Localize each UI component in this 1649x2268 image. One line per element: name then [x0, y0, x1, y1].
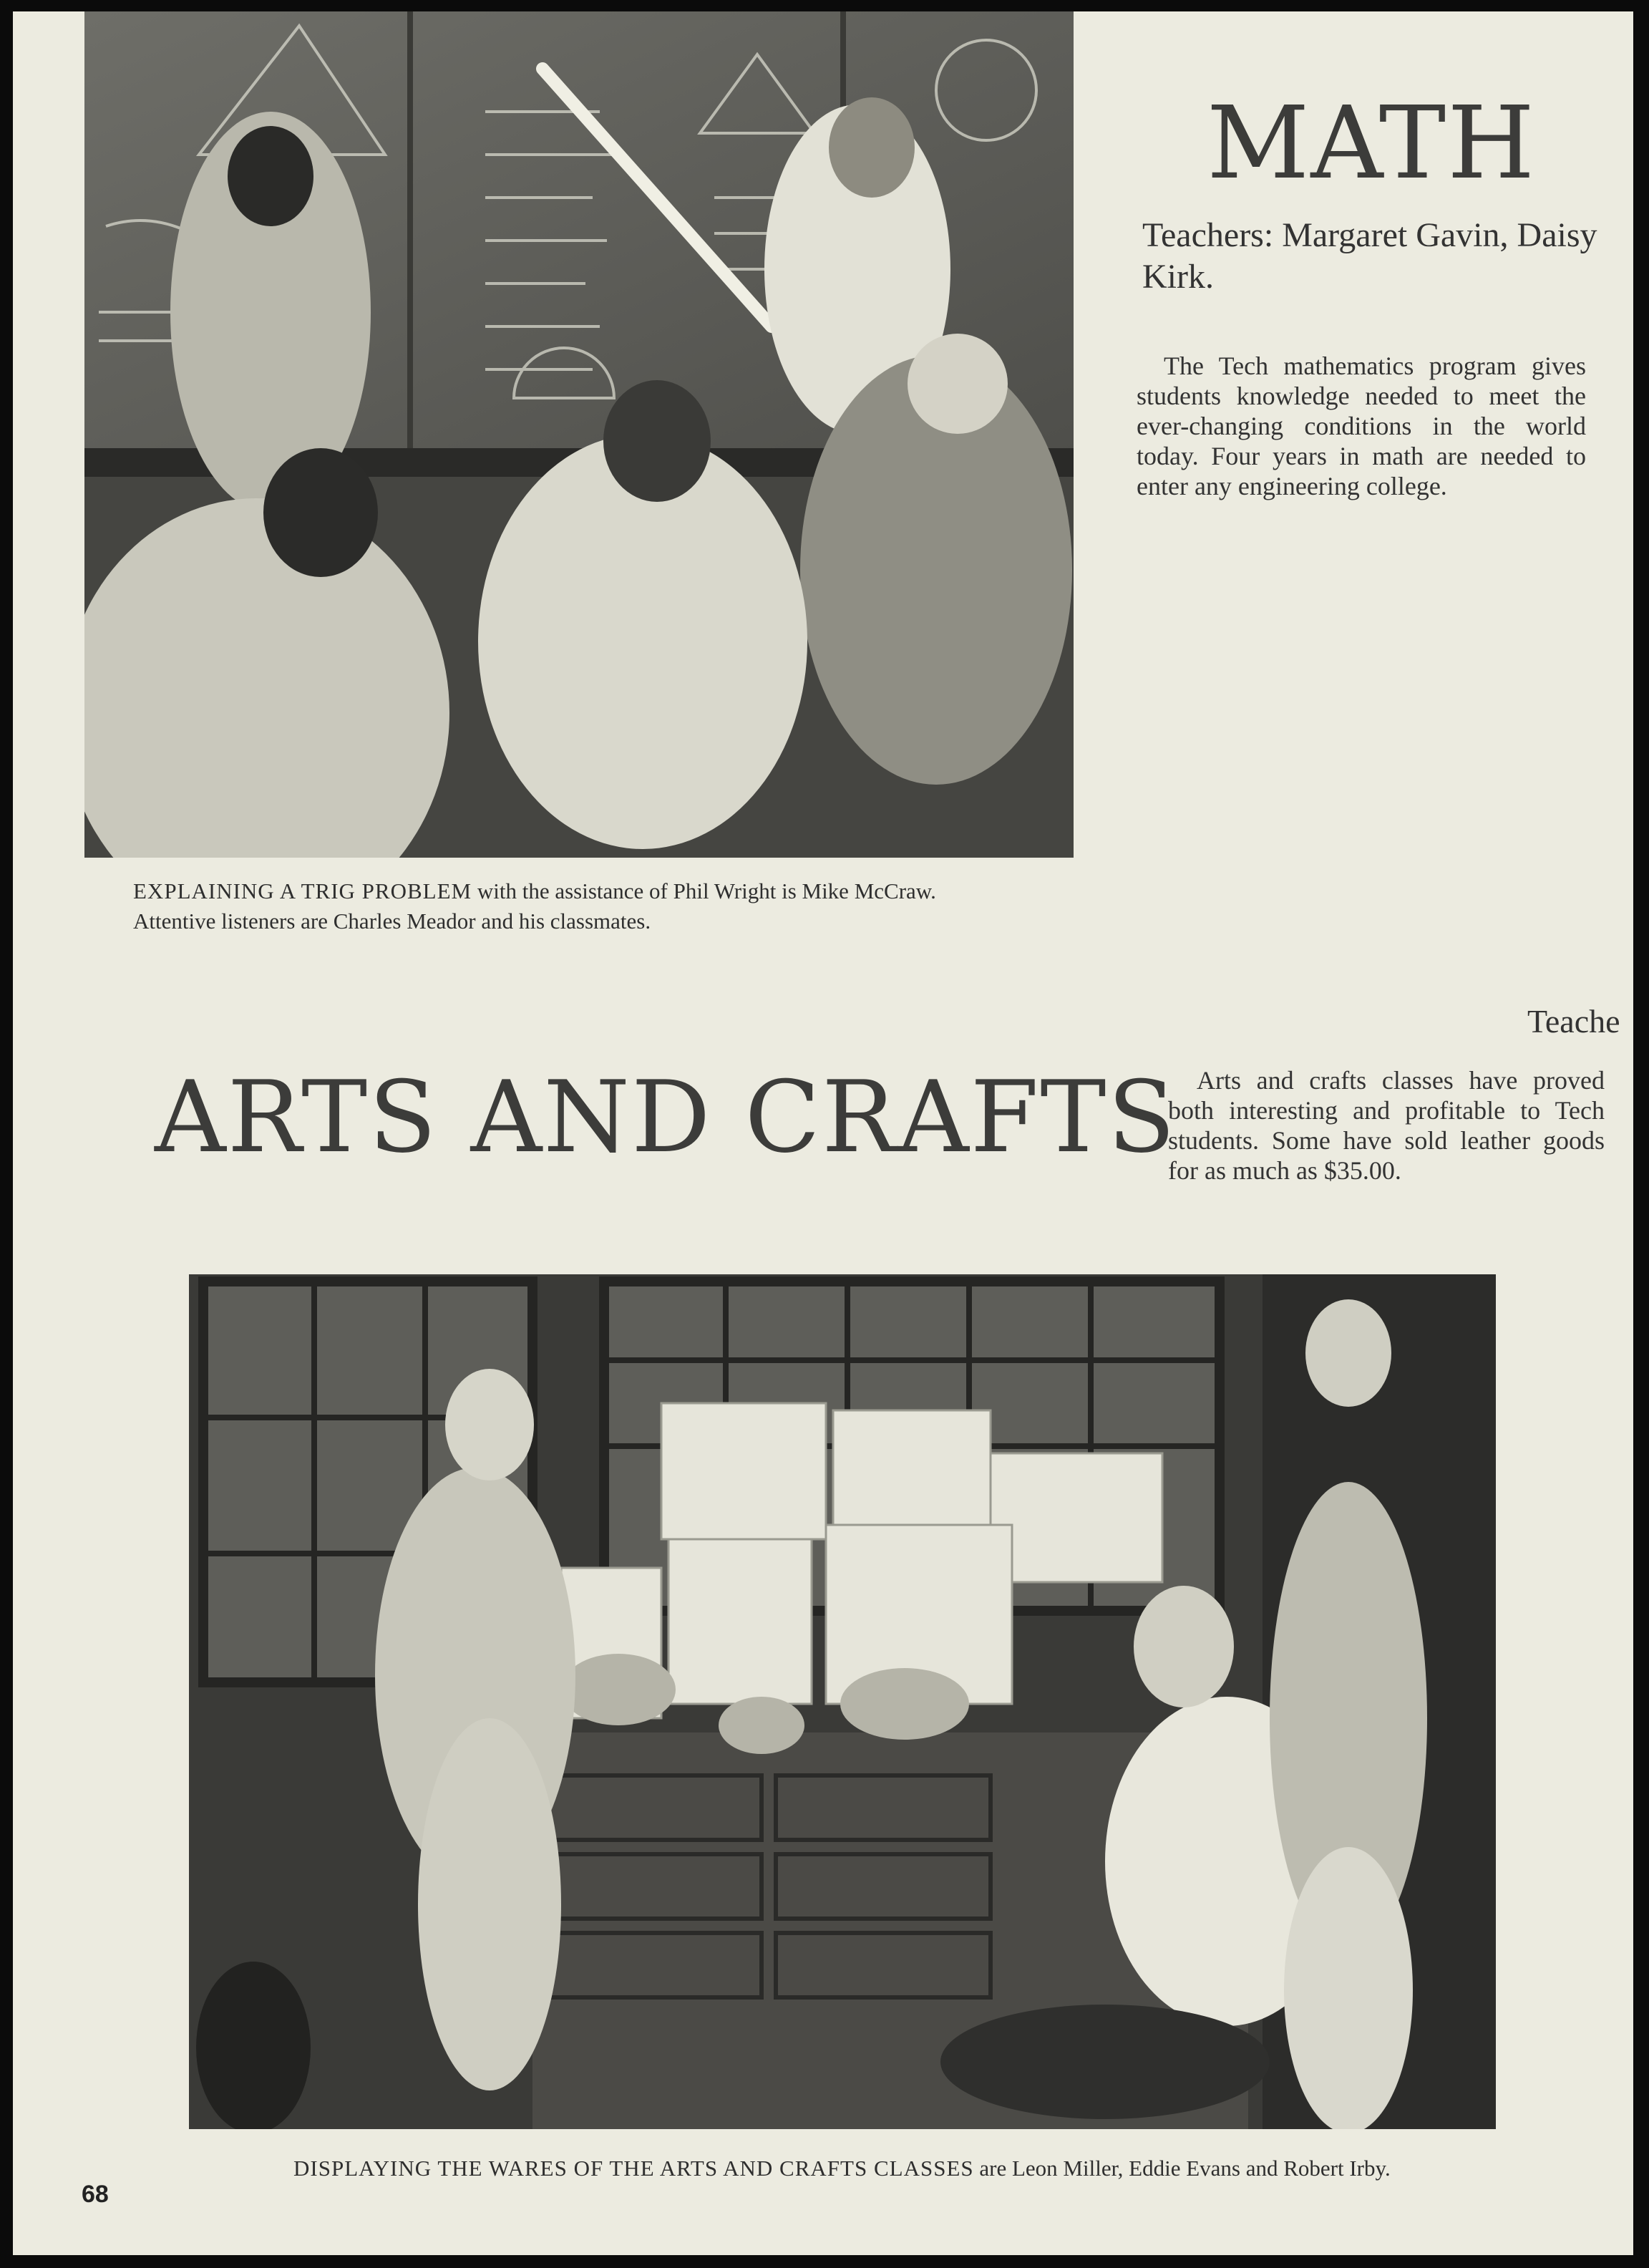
math-photo-drawing [84, 11, 1074, 858]
arts-caption-lead: DISPLAYING THE WARES OF THE ARTS AND CRAFTS CLASSES [293, 2156, 974, 2181]
math-caption-rest: with the assistance of Phil Wright is Mike McCraw. Attentive listeners are Charles Meador and his classmates. [133, 878, 936, 934]
math-teachers: Teachers: Margaret Gavin, Daisy Kirk. [1142, 216, 1597, 296]
arts-photo-drawing [189, 1274, 1496, 2129]
arts-caption-rest: are Leon Miller, Eddie Evans and Robert Irby. [979, 2156, 1391, 2181]
arts-crafts-photo [189, 1274, 1496, 2129]
yearbook-page [13, 11, 1633, 2255]
math-caption-lead: EXPLAINING A TRIG PROBLEM [133, 878, 472, 903]
cut-off-side-label: Teache [1527, 1003, 1620, 1040]
arts-heading: ARTS AND CRAFTS [155, 1060, 1177, 1175]
arts-description: Arts and crafts classes have proved both interesting and profitable to Tech students. Some have sold leather goods for as much as $35.00. [1168, 1066, 1605, 1185]
math-description: The Tech mathematics program gives students knowledge needed to meet the ever-changing conditions in the world today. Four years in math are needed to enter any engineering college. [1137, 352, 1586, 500]
arts-photo-caption [293, 2153, 1410, 2184]
math-photo-caption [133, 876, 1021, 936]
math-class-photo [84, 11, 1074, 858]
page-number: 68 [82, 2181, 109, 2208]
math-heading: MATH [1207, 85, 1537, 202]
